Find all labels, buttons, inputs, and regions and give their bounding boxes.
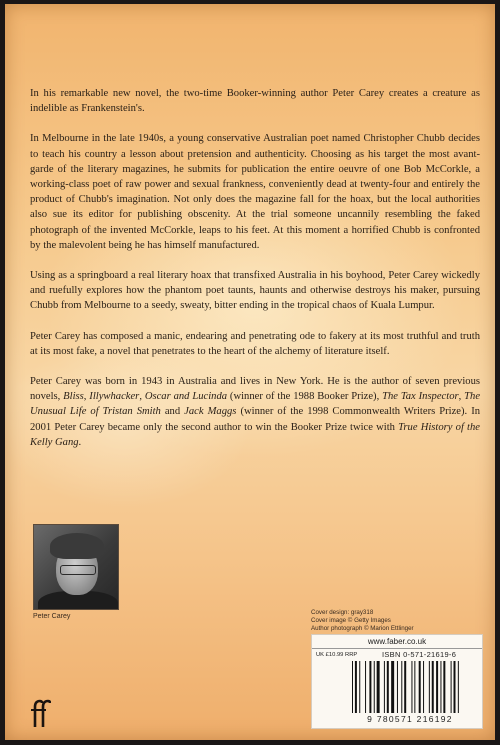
cover-design-credit: Cover design: gray318: [311, 609, 374, 616]
barcode-bars: [352, 661, 474, 713]
blurb-paragraph-4: Peter Carey has composed a manic, endearing and penetrating ode to fakery at its most truthful and truth at its most fake, a novel that penetrates to the heart of the alchemy of literature itself.: [30, 330, 480, 357]
cover-credits: [311, 609, 481, 632]
blurb-text: [30, 86, 480, 465]
author-bio: Peter Carey was born in 1943 in Australia and lives in New York. He is the author of seven previous novels, Bliss, Illywhacker, Oscar and Lucinda (winner of the 1988 Booker Prize), The Tax Inspector, The Unusual Life of Tristan Smith and Jack Maggs (winner of the 1998 Commonwealth Writers Prize). In 2001 Peter Carey became only the second author to win the Booker Prize twice with True History of the Kelly Gang.: [30, 376, 481, 448]
cover-image-credit: Cover image © Getty Images: [311, 616, 391, 624]
isbn-label: ISBN 0-571-21619-6: [382, 650, 457, 659]
author-photo-credit: Author photograph © Marion Ettlinger: [311, 624, 414, 632]
book-title-oscar-and-lucinda: Oscar and Lucinda: [144, 391, 228, 403]
barcode-panel: [311, 634, 483, 729]
author-photo-caption: Peter Carey: [33, 613, 71, 620]
publisher-url: www.faber.co.uk: [312, 635, 482, 649]
book-back-cover: [5, 4, 495, 740]
book-title-tax-inspector: The Tax Inspector: [382, 391, 459, 403]
price-label: UK £10.99 RRP: [316, 652, 358, 658]
book-title-tristan-smith: The Unusual Life of Tristan Smith: [30, 391, 481, 418]
book-title-illywhacker: Illywhacker: [89, 391, 140, 403]
book-title-bliss: Bliss: [63, 391, 84, 403]
barcode-number: 9 780571 216192: [367, 714, 453, 724]
book-title-kelly-gang: True History of the Kelly Gang: [30, 421, 480, 448]
blurb-paragraph-3: Using as a springboard a real literary hoax that transfixed Australia in his boyhood, Peter Carey wickedly and ruefully explores how the phantom poet taunts, haunts and otherwise destroys his maker, pursuing Chubb from Melbourne to a seedy, sweaty, bitter ending in the tropical chaos of Kuala Lumpur.: [30, 270, 480, 312]
author-photo: [33, 524, 119, 610]
book-title-jack-maggs: Jack Maggs: [184, 406, 237, 418]
faber-ff-logo: [29, 698, 51, 728]
blurb-paragraph-1: In his remarkable new novel, the two-time Booker-winning author Peter Carey creates a creature as indelible as Frankenstein's.: [30, 88, 480, 115]
blurb-paragraph-2: In Melbourne in the late 1940s, a young conservative Australian poet named Christopher Chubb decides to teach his country a lesson about pretension and authenticity. Choosing as his target the most avant-garde of the literary magazines, he submits for publication the entire oeuvre of one Bob McCorkle, a working-class poet of raw power and sexual frankness, conveniently dead at twenty-four and entirely the product of Chubb's imagination. Not only does the magazine fall for the hoax, but the local authorities also sue its editor for publishing obscenity. At the trial someone uncannily resembling the faked photograph of the invented McCorkle, leaps to his feet. At this moment a horrified Chubb is confronted by the malevolent being he has himself manufactured.: [30, 133, 480, 251]
